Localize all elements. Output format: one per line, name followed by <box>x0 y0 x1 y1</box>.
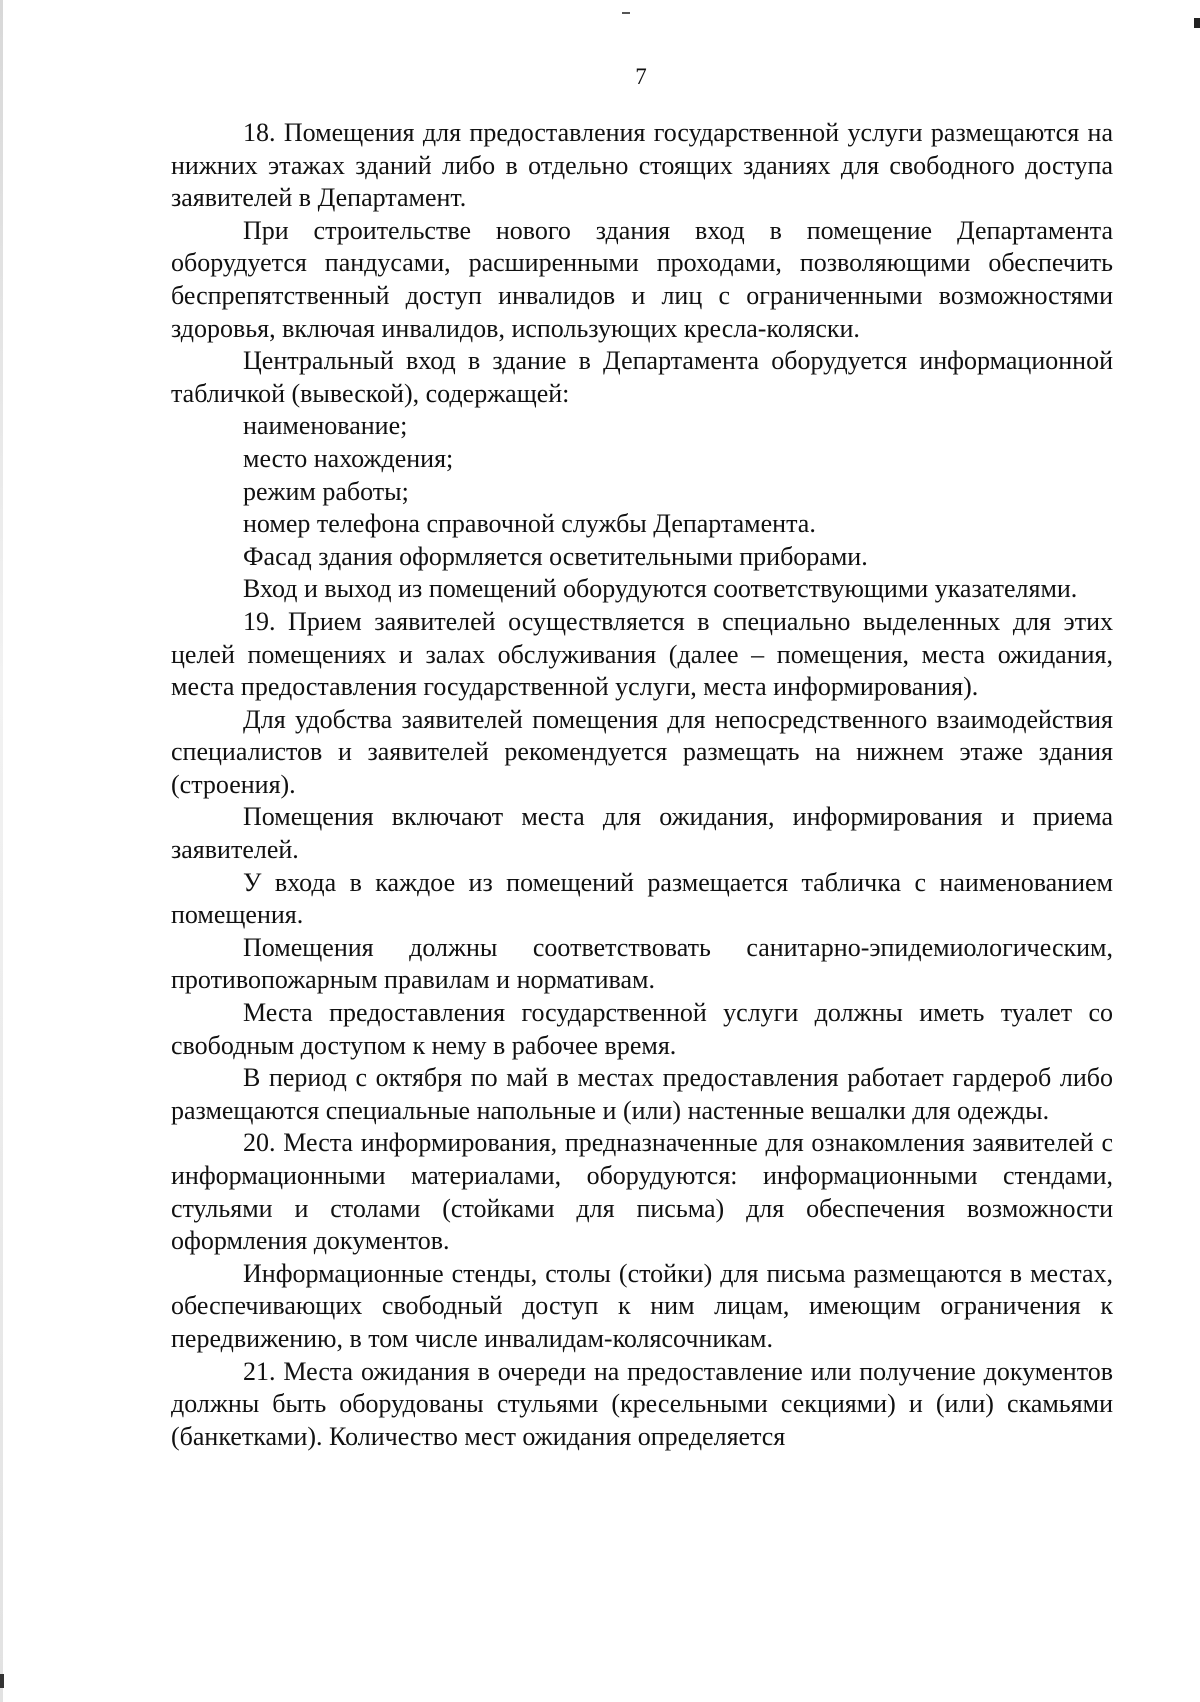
paragraph-facade: Фасад здания оформляется осветительными приборами. <box>243 541 868 571</box>
paragraph-sanitary: Помещения должны соответствовать санитарно-эпидемиологическим, противопожарным правилам и нормативам. <box>171 932 1113 995</box>
list-item-working-hours: режим работы; <box>243 476 409 506</box>
paragraph-signboard: Центральный вход в здание в Департамента оборудуется информационной табличкой (вывеской), содержащей: <box>171 346 1113 408</box>
paragraph-premises-include: Помещения включают места для ожидания, информирования и приема заявителей. <box>171 802 1113 865</box>
list-item-name: наименование; <box>243 411 408 441</box>
paragraph-convenience: Для удобства заявителей помещения для непосредственного взаимодействия специалистов и заявителей рекомендуется размещать на нижнем этаже здания (строения). <box>171 704 1113 799</box>
scan-artifact <box>1194 18 1200 28</box>
scan-artifact <box>622 12 630 14</box>
list-item-location: место нахождения; <box>243 443 454 473</box>
paragraph-20: 20. Места информирования, предназначенные для ознакомления заявителей с информационными материалами, оборудуются: информационными стендами, стульями и столами (стойками для письма) для обеспечения возможности оформления документов. <box>171 1128 1113 1256</box>
paragraph-19: 19. Прием заявителей осуществляется в специально выделенных для этих целей помещениях и залах обслуживания (далее – помещения, места ожидания, места предоставления государственной услуги, места информирования). <box>171 606 1113 702</box>
paragraph-wardrobe: В период с октября по май в местах предоставления работает гардероб либо размещаются специальные напольные и (или) настенные вешалки для одежды. <box>171 1063 1113 1125</box>
scan-artifact <box>0 1674 4 1688</box>
paragraph-signs: Вход и выход из помещений оборудуются соответствующими указателями. <box>243 574 1078 604</box>
scan-edge-shadow <box>0 0 3 1702</box>
list-item-phone: номер телефона справочной службы Департамента. <box>243 509 816 539</box>
paragraph-entrance-ramps: При строительстве нового здания вход в помещение Департамента оборудуется пандусами, расширенными проходами, позволяющими обеспечить беспрепятственный доступ инвалидов и лиц с ограниченными возможностями здоровья, включая инвалидов, использующих кресла-коляски. <box>171 215 1113 343</box>
paragraph-toilet: Места предоставления государственной услуги должны иметь туалет со свободным доступом к нему в рабочее время. <box>171 998 1113 1060</box>
paragraph-21: 21. Места ожидания в очереди на предоставление или получение документов должны быть оборудованы стульями (кресельными секциями) и (или) скамьями (банкетками). Количество мест ожидания определяется <box>171 1356 1113 1451</box>
paragraph-18: 18. Помещения для предоставления государственной услуги размещаются на нижних этажах зданий либо в отдельно стоящих зданиях для свободного доступа заявителей в Департамент. <box>171 118 1113 213</box>
paragraph-info-stands: Информационные стенды, столы (стойки) для письма размещаются в местах, обеспечивающих свободный доступ к ним лицам, имеющим ограничения к передвижению, в том числе инвалидам-колясочникам. <box>171 1258 1113 1353</box>
paragraph-entrance-plate: У входа в каждое из помещений размещается табличка с наименованием помещения. <box>171 867 1113 930</box>
page-number: 7 <box>635 64 647 89</box>
document-body <box>171 117 1113 1453</box>
